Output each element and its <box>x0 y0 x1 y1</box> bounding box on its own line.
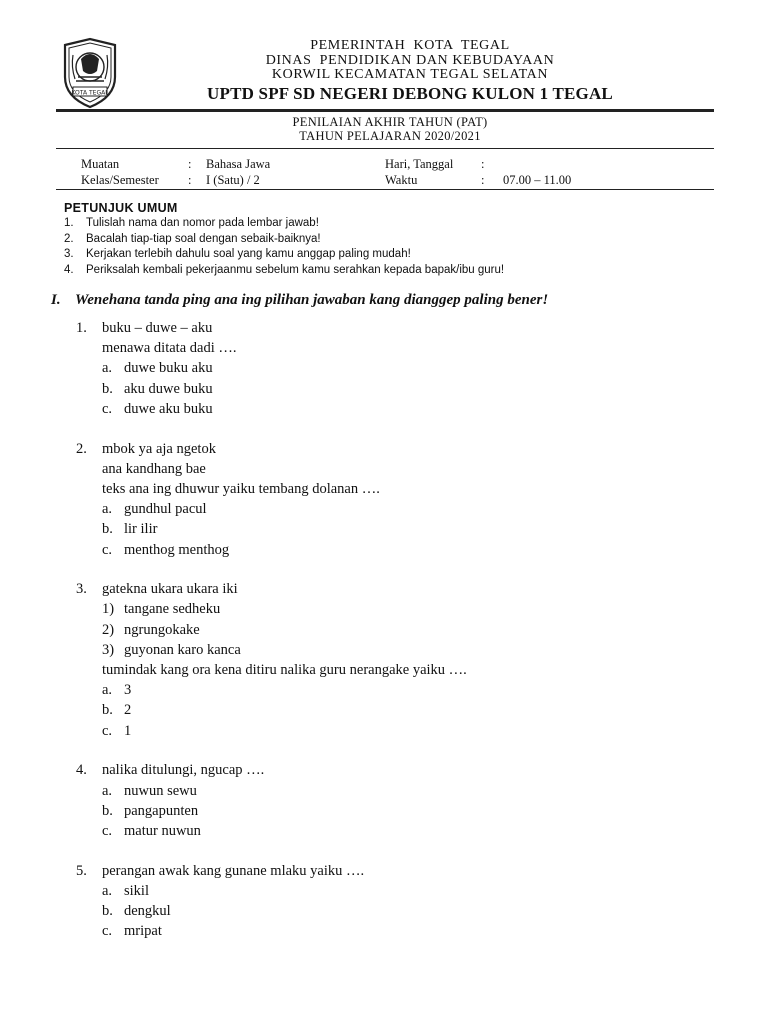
option-text: mripat <box>124 923 162 940</box>
option-letter: c. <box>102 722 113 739</box>
option-text: matur nuwun <box>124 822 201 839</box>
option-letter: a. <box>102 501 113 518</box>
option-text: 2 <box>124 702 132 719</box>
school-name: UPTD SPF SD NEGERI DEBONG KULON 1 TEGAL <box>207 83 613 103</box>
question-number: 4. <box>76 762 87 779</box>
statement-text: tangane sedheku <box>124 601 221 618</box>
waktu-label: Waktu <box>385 173 418 187</box>
answer-option[interactable] <box>76 801 716 821</box>
info-top-rule <box>56 148 714 149</box>
instruction-number: 1. <box>64 217 74 229</box>
option-letter: b. <box>102 380 113 397</box>
kelas-colon: : <box>188 173 192 187</box>
letterhead-text <box>120 39 700 104</box>
option-letter: a. <box>102 360 113 377</box>
kelas-value: I (Satu) / 2 <box>206 173 260 187</box>
question-number: 3. <box>76 581 87 598</box>
instruction-item <box>64 232 724 248</box>
answer-option[interactable] <box>76 901 716 921</box>
question-1 <box>76 318 716 419</box>
statement-item <box>76 620 716 640</box>
instruction-number: 4. <box>64 263 74 276</box>
option-text: dengkul <box>124 903 171 920</box>
question-line: perangan awak kang gunane mlaku yaiku …. <box>102 862 365 879</box>
question-line: mbok ya aja ngetok <box>102 440 216 457</box>
answer-option[interactable] <box>76 540 716 560</box>
answer-option[interactable] <box>76 721 716 741</box>
question-4 <box>76 760 716 841</box>
statement-text: ngrungokake <box>124 621 200 638</box>
option-text: duwe buku aku <box>124 360 213 377</box>
question-line: menawa ditata dadi …. <box>102 340 237 357</box>
muatan-value: Bahasa Jawa <box>206 157 271 171</box>
answer-option[interactable] <box>76 358 716 378</box>
logo-text: KOTA TEGAL <box>71 89 109 97</box>
instruction-number: 3. <box>64 248 74 260</box>
question-number: 2. <box>76 440 87 457</box>
option-letter: c. <box>102 923 113 940</box>
general-instructions <box>64 201 724 278</box>
answer-option[interactable] <box>76 379 716 399</box>
option-text: duwe aku buku <box>124 400 213 417</box>
letterhead <box>0 0 768 110</box>
option-letter: c. <box>102 541 113 558</box>
exam-title-block <box>100 115 680 143</box>
section-instruction: Wenehana tanda ping ana ing pilihan jawaban kang dianggep paling bener! <box>75 292 549 308</box>
option-letter: a. <box>102 682 113 699</box>
waktu-value: 07.00 – 11.00 <box>503 173 572 187</box>
hari-label: Hari, Tanggal <box>385 157 454 171</box>
instruction-item <box>64 216 724 232</box>
option-text: 1 <box>124 722 132 739</box>
question-line: ana kandhang bae <box>102 460 206 477</box>
section-number: I. <box>51 292 61 308</box>
option-text: aku duwe buku <box>124 380 213 397</box>
answer-option[interactable] <box>76 881 716 901</box>
statement-item <box>76 599 716 619</box>
instruction-text: Bacalah tiap-tiap soal dengan sebaik-baiknya! <box>86 232 321 245</box>
section-heading <box>51 292 548 309</box>
statement-item <box>76 640 716 660</box>
question-line: tumindak kang ora kena ditiru nalika guru nerangake yaiku …. <box>102 662 467 679</box>
option-text: 3 <box>124 682 132 699</box>
option-text: lir ilir <box>124 521 158 538</box>
option-letter: b. <box>102 802 113 819</box>
hari-colon: : <box>481 157 485 171</box>
question-number: 1. <box>76 320 87 336</box>
option-letter: a. <box>102 782 113 799</box>
option-text: sikil <box>124 882 149 899</box>
answer-option[interactable] <box>76 781 716 801</box>
answer-option[interactable] <box>76 399 716 419</box>
exam-title: PENILAIAN AKHIR TAHUN (PAT) <box>292 115 488 129</box>
instruction-item <box>64 263 724 279</box>
kelas-label: Kelas/Semester <box>81 173 159 187</box>
kota-tegal-crest-icon <box>61 37 119 109</box>
option-letter: c. <box>102 400 113 417</box>
statement-number: 1) <box>102 601 115 618</box>
answer-option[interactable] <box>76 519 716 539</box>
question-5 <box>76 861 716 942</box>
question-line: gatekna ukara ukara iki <box>102 581 238 598</box>
letterhead-thick-rule <box>56 109 714 112</box>
instruction-number: 2. <box>64 232 74 245</box>
department-line: DINAS PENDIDIKAN DAN KEBUDAYAAN <box>265 52 555 68</box>
government-line: PEMERINTAH KOTA TEGAL <box>310 38 510 53</box>
answer-option[interactable] <box>76 921 716 941</box>
option-text: nuwun sewu <box>124 782 197 799</box>
option-letter: b. <box>102 702 113 719</box>
statement-number: 3) <box>102 641 115 658</box>
answer-option[interactable] <box>76 499 716 519</box>
option-text: pangapunten <box>124 802 199 819</box>
question-3 <box>76 579 716 741</box>
instruction-text: Kerjakan terlebih dahulu soal yang kamu anggap paling mudah! <box>86 248 411 260</box>
option-letter: b. <box>102 521 113 538</box>
waktu-colon: : <box>481 173 485 187</box>
question-line: buku – duwe – aku <box>102 320 213 336</box>
answer-option[interactable] <box>76 680 716 700</box>
district-line: KORWIL KECAMATAN TEGAL SELATAN <box>271 67 549 82</box>
answer-option[interactable] <box>76 821 716 841</box>
instruction-text: Periksalah kembali pekerjaanmu sebelum kamu serahkan kepada bapak/ibu guru! <box>86 263 505 276</box>
info-bottom-rule <box>56 189 714 190</box>
question-list <box>76 318 716 961</box>
muatan-colon: : <box>188 157 192 171</box>
option-letter: c. <box>102 822 113 839</box>
statement-number: 2) <box>102 621 115 638</box>
question-line: teks ana ing dhuwur yaiku tembang dolanan …. <box>102 480 380 497</box>
question-2 <box>76 439 716 560</box>
instructions-title: PETUNJUK UMUM <box>64 201 178 215</box>
option-letter: a. <box>102 882 113 899</box>
option-letter: b. <box>102 903 113 920</box>
option-text: gundhul pacul <box>124 501 207 518</box>
exam-year: TAHUN PELAJARAN 2020/2021 <box>299 129 481 143</box>
option-text: menthog menthog <box>124 541 230 558</box>
exam-info <box>0 156 768 190</box>
instruction-item <box>64 247 724 263</box>
instructions-list <box>64 216 724 278</box>
question-number: 5. <box>76 862 87 879</box>
muatan-label: Muatan <box>81 157 120 171</box>
answer-option[interactable] <box>76 700 716 720</box>
question-line: nalika ditulungi, ngucap …. <box>102 762 265 779</box>
statement-text: guyonan karo kanca <box>124 641 241 658</box>
instruction-text: Tulislah nama dan nomor pada lembar jawab! <box>86 217 319 229</box>
